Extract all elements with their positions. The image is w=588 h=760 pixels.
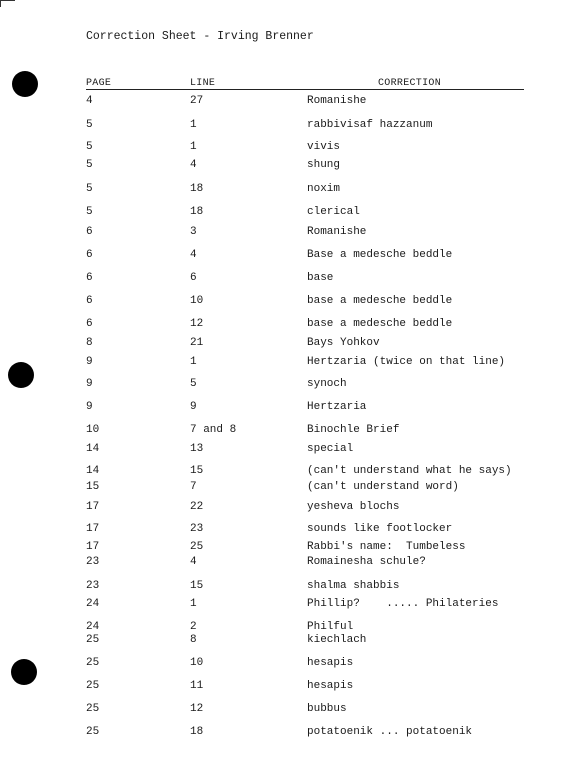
row-page: 9 — [86, 356, 93, 368]
row-line: 1 — [190, 141, 197, 153]
row-correction: Hertzaria — [307, 401, 367, 413]
row-correction: hesapis — [307, 680, 354, 692]
header-rule — [86, 89, 524, 90]
row-correction: hesapis — [307, 657, 354, 669]
row-line: 18 — [190, 726, 204, 738]
row-page: 6 — [86, 318, 93, 330]
row-correction: Romainesha schule? — [307, 556, 426, 568]
row-line: 6 — [190, 272, 197, 284]
row-page: 4 — [86, 95, 93, 107]
row-page: 17 — [86, 523, 100, 535]
page-column-header: PAGE — [86, 78, 112, 89]
row-correction: rabbivisaf hazzanum — [307, 119, 433, 131]
row-line: 2 — [190, 621, 197, 633]
row-correction: Romanishe — [307, 95, 367, 107]
row-line: 1 — [190, 598, 197, 610]
row-line: 12 — [190, 318, 204, 330]
row-correction: base a medesche beddle — [307, 295, 453, 307]
punch-hole-top — [12, 71, 38, 97]
row-page: 25 — [86, 703, 100, 715]
row-line: 21 — [190, 337, 204, 349]
row-line: 22 — [190, 501, 204, 513]
row-line: 1 — [190, 356, 197, 368]
row-page: 17 — [86, 501, 100, 513]
row-page: 25 — [86, 657, 100, 669]
row-correction: shalma shabbis — [307, 580, 400, 592]
row-line: 1 — [190, 119, 197, 131]
punch-hole-bottom — [11, 659, 37, 685]
row-line: 10 — [190, 295, 204, 307]
row-correction: vivis — [307, 141, 341, 153]
row-correction: Base a medesche beddle — [307, 249, 453, 261]
row-line: 23 — [190, 523, 204, 535]
row-correction: Romanishe — [307, 226, 367, 238]
row-page: 6 — [86, 226, 93, 238]
row-correction: Phillip? ..... Philateries — [307, 598, 499, 610]
line-column-header: LINE — [190, 78, 216, 89]
row-page: 25 — [86, 680, 100, 692]
row-correction: special — [307, 443, 354, 455]
row-page: 24 — [86, 598, 100, 610]
row-correction: clerical — [307, 206, 360, 218]
punch-hole-middle — [8, 362, 34, 388]
row-correction: sounds like footlocker — [307, 523, 453, 535]
row-correction: base — [307, 272, 334, 284]
row-line: 4 — [190, 556, 197, 568]
row-correction: synoch — [307, 378, 347, 390]
row-correction: Rabbi's name: Tumbeless — [307, 541, 466, 553]
row-line: 10 — [190, 657, 204, 669]
row-line: 25 — [190, 541, 204, 553]
row-correction: shung — [307, 159, 341, 171]
correction-column-header: CORRECTION — [378, 78, 442, 89]
row-correction: kiechlach — [307, 634, 367, 646]
row-correction: (can't understand word) — [307, 481, 459, 493]
row-line: 18 — [190, 206, 204, 218]
row-line: 5 — [190, 378, 197, 390]
row-page: 14 — [86, 443, 100, 455]
row-correction: Philful — [307, 621, 354, 633]
row-line: 8 — [190, 634, 197, 646]
row-correction: base a medesche beddle — [307, 318, 453, 330]
row-page: 5 — [86, 159, 93, 171]
row-page: 23 — [86, 556, 100, 568]
row-page: 23 — [86, 580, 100, 592]
row-page: 17 — [86, 541, 100, 553]
row-page: 25 — [86, 726, 100, 738]
row-page: 14 — [86, 465, 100, 477]
row-correction: yesheva blochs — [307, 501, 400, 513]
row-line: 7 and 8 — [190, 424, 237, 436]
row-line: 9 — [190, 401, 197, 413]
row-page: 10 — [86, 424, 100, 436]
row-correction: Bays Yohkov — [307, 337, 380, 349]
row-line: 11 — [190, 680, 204, 692]
row-line: 18 — [190, 183, 204, 195]
row-line: 15 — [190, 465, 204, 477]
row-page: 9 — [86, 401, 93, 413]
row-page: 5 — [86, 119, 93, 131]
row-correction: bubbus — [307, 703, 347, 715]
row-page: 6 — [86, 295, 93, 307]
row-page: 5 — [86, 141, 93, 153]
row-correction: Binochle Brief — [307, 424, 400, 436]
row-line: 12 — [190, 703, 204, 715]
row-line: 4 — [190, 159, 197, 171]
row-line: 4 — [190, 249, 197, 261]
row-page: 6 — [86, 272, 93, 284]
row-line: 27 — [190, 95, 204, 107]
row-page: 6 — [86, 249, 93, 261]
row-page: 5 — [86, 206, 93, 218]
row-correction: noxim — [307, 183, 341, 195]
row-page: 5 — [86, 183, 93, 195]
row-page: 9 — [86, 378, 93, 390]
row-page: 24 — [86, 621, 100, 633]
row-correction: (can't understand what he says) — [307, 465, 512, 477]
row-line: 15 — [190, 580, 204, 592]
page-corner-mark — [0, 0, 15, 7]
row-line: 13 — [190, 443, 204, 455]
page-title: Correction Sheet - Irving Brenner — [86, 30, 314, 43]
row-correction: Hertzaria (twice on that line) — [307, 356, 506, 368]
row-line: 3 — [190, 226, 197, 238]
row-page: 8 — [86, 337, 93, 349]
row-page: 25 — [86, 634, 100, 646]
row-page: 15 — [86, 481, 100, 493]
row-line: 7 — [190, 481, 197, 493]
row-correction: potatoenik ... potatoenik — [307, 726, 473, 738]
